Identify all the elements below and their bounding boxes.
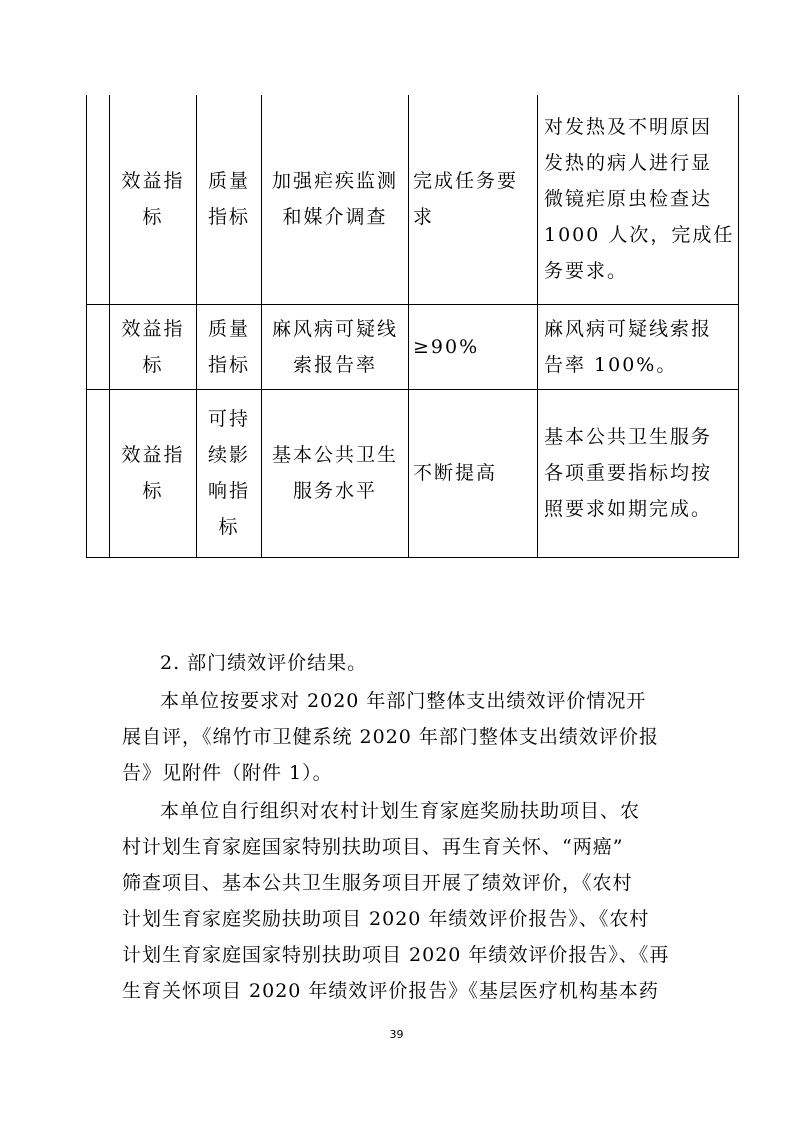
target-value-cell <box>409 389 538 557</box>
level2-indicator-cell <box>197 95 262 304</box>
section-heading: 2. 部门绩效评价结果。 <box>160 652 368 674</box>
cell-line: 效益指 <box>121 170 185 193</box>
cell-line: 标 <box>142 480 164 502</box>
paragraph-line: 本单位按要求对 2020 年部门整体支出绩效评价情况开 <box>160 690 647 712</box>
paragraph-line: 村计划生育家庭国家特别扶助项目、再生育关怀、“两癌” <box>122 836 624 858</box>
blank-cell <box>87 304 110 389</box>
target-value-cell <box>409 304 538 389</box>
cell-line: 对发热及不明原因 <box>544 116 713 139</box>
cell-line: 基本公共卫生 <box>271 444 398 466</box>
table-row <box>87 95 739 304</box>
cell-line: 照要求如期完成。 <box>544 498 713 520</box>
paragraph-line: 筛查项目、基本公共卫生服务项目开展了绩效评价，《农村 <box>122 872 633 894</box>
blank-cell <box>87 389 110 557</box>
cell-line: 标 <box>142 353 164 376</box>
level3-indicator-cell <box>262 389 409 557</box>
performance-indicator-table <box>86 95 739 558</box>
cell-line: 效益指 <box>121 444 185 466</box>
paragraph-line: 告》见附件（附件 1）。 <box>122 762 333 784</box>
table-row <box>87 304 739 389</box>
cell-line: 发热的病人进行显 <box>544 152 713 175</box>
paragraph-self-evaluation <box>122 683 722 791</box>
cell-line: 告率 100%。 <box>544 353 678 376</box>
cell-line: 务要求。 <box>544 260 629 283</box>
paragraph-line: 计划生育家庭国家特别扶助项目 2020 年绩效评价报告》、《再 <box>122 944 670 966</box>
cell-line: 效益指 <box>121 317 185 340</box>
indicator-table-wrapper <box>86 95 739 558</box>
level3-indicator-cell <box>262 304 409 389</box>
level1-indicator-cell <box>110 304 197 389</box>
level2-indicator-cell <box>197 389 262 557</box>
cell-line: 各项重要指标均按 <box>544 462 713 484</box>
cell-line: 加强疟疾监测 <box>271 170 398 193</box>
cell-line: 续影 <box>207 444 250 466</box>
paragraph-line: 生育关怀项目 2020 年绩效评价报告》《基层医疗机构基本药 <box>122 980 659 1002</box>
cell-line: 标 <box>142 206 164 229</box>
cell-line: 索报告率 <box>292 353 377 376</box>
paragraph-project-evaluation <box>122 793 722 1009</box>
target-value-cell <box>409 95 538 304</box>
paragraph-line: 本单位自行组织对农村计划生育家庭奖励扶助项目、农 <box>160 800 641 822</box>
cell-line: 微镜疟原虫检查达 <box>544 188 713 211</box>
cell-line: 和媒介调查 <box>282 206 388 229</box>
cell-line: 标 <box>218 516 240 538</box>
actual-result-cell <box>538 95 739 304</box>
blank-cell <box>87 95 110 304</box>
cell-line: 响指 <box>207 480 250 502</box>
page-number: 39 <box>389 1028 404 1041</box>
cell-line: 不断提高 <box>413 462 498 484</box>
actual-result-cell <box>538 389 739 557</box>
cell-line: 指标 <box>207 353 250 376</box>
level1-indicator-cell <box>110 389 197 557</box>
cell-line: 可持 <box>207 408 250 430</box>
cell-line: 麻风病可疑线索报 <box>544 317 713 340</box>
actual-result-cell <box>538 304 739 389</box>
paragraph-line: 计划生育家庭奖励扶助项目 2020 年绩效评价报告》、《农村 <box>122 908 650 930</box>
cell-line: 质量 <box>207 317 250 340</box>
paragraph-line: 展自评，《绵竹市卫健系统 2020 年部门整体支出绩效评价报 <box>122 726 659 748</box>
cell-line: ≥90% <box>413 335 480 358</box>
cell-line: 求 <box>413 206 435 229</box>
cell-line: 麻风病可疑线 <box>271 317 398 340</box>
cell-line: 质量 <box>207 170 250 193</box>
cell-line: 基本公共卫生服务 <box>544 426 713 448</box>
cell-line: 服务水平 <box>292 480 377 502</box>
table-row <box>87 389 739 557</box>
level3-indicator-cell <box>262 95 409 304</box>
level2-indicator-cell <box>197 304 262 389</box>
cell-line: 完成任务要 <box>413 170 519 193</box>
level1-indicator-cell <box>110 95 197 304</box>
cell-line: 1000 人次，完成任 <box>544 224 735 247</box>
cell-line: 指标 <box>207 206 250 229</box>
